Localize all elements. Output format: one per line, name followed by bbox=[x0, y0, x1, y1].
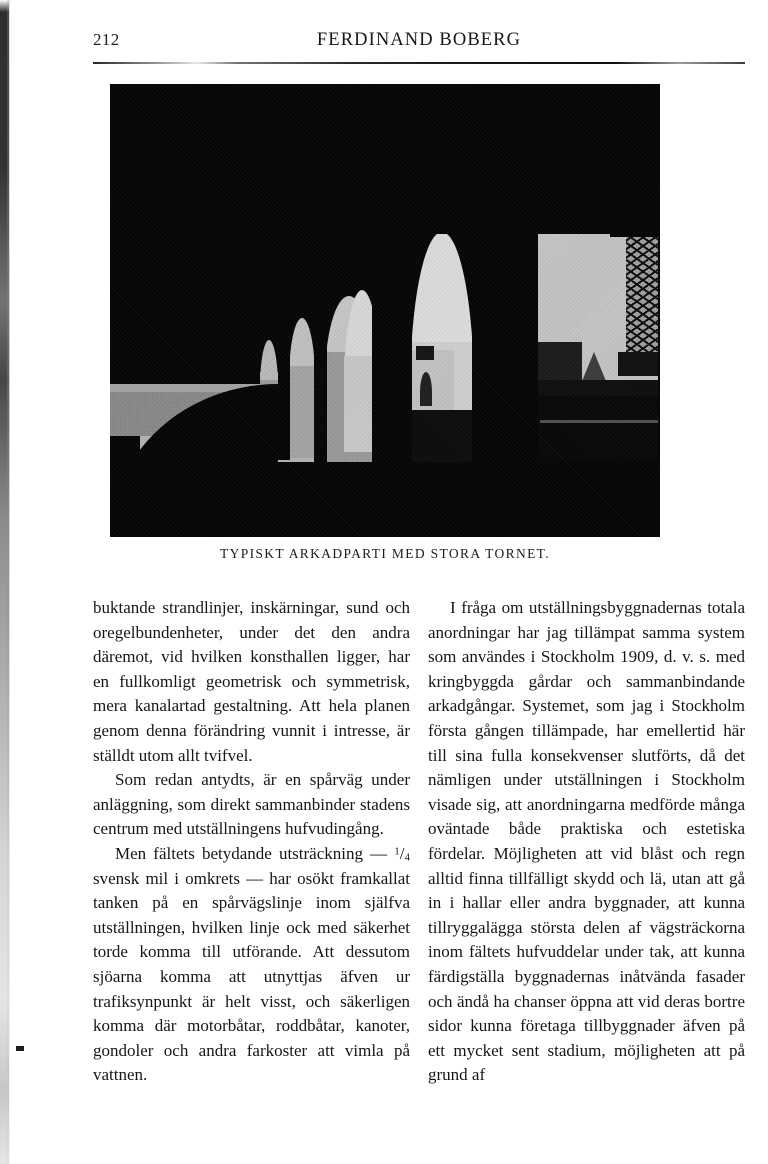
paragraph: Som redan antydts, är en spårväg under anläggning, som direkt sammanbinder stadens centrum med utställningens hufvudingång. bbox=[93, 770, 410, 839]
scan-speck-artifact bbox=[16, 1046, 24, 1051]
foreground-floor bbox=[110, 462, 660, 537]
pavilion-pylon-cap bbox=[416, 346, 434, 360]
paragraph: buktande strandlinjer, inskärningar, sund och oregelbundenheter, under det den andra däremot, vid hvilken konsthallen ligger, har en fullkomligt geometrisk och symmetrisk, mera kanalartad gestaltning. Att hela planen genom denna förändring vunnit i intresse, är ställdt utom allt tvifvel. bbox=[93, 598, 410, 765]
pavilion-pylon-arch-void bbox=[420, 372, 432, 406]
pier-4 bbox=[472, 204, 538, 504]
plate-photograph bbox=[110, 84, 660, 537]
plate-caption: TYPISKT ARKADPARTI MED STORA TORNET. bbox=[220, 546, 550, 561]
body-text bbox=[93, 596, 745, 1088]
header-rule bbox=[93, 62, 745, 64]
arch-opening-2-body bbox=[289, 366, 315, 458]
paragraph: I fråga om utställningsbyggnadernas totala anordningar har jag tillämpat samma system som användes i Stockholm 1909, d. v. s. med kringbyggda gårdar och sammanbindande arkadgångar. Systemet, som jag i Stockholm första gången tillämpade, har emellertid här till sina fulla konsekvenser slutförts, då det nämligen under utställningen i Stockholm visade sig, att anordningarna medförde många oväntade både praktiska och estetiska fördelar. Möjligheten att vid blåst och regn alltid finna tillfälligt skydd och lä, utan att gå in i hallar eller andra byggnader, att kunna tillryggalägga största delen af vägsträckorna inom fältets hufvuddelar under tak, att kunna färdigställa byggnadernas inåtvända fasader och ändå ha chanser öppna att vid deras bortre sidor kunna företaga tillbyggnader äfven på ett mycket sent stadium, möjligheten att på grund af bbox=[428, 598, 745, 1085]
fraction-one-quarter: $^1/_4$ bbox=[394, 843, 410, 864]
fraction-numerator: 1 bbox=[394, 845, 400, 858]
page-number: 212 bbox=[93, 30, 120, 49]
pier-3 bbox=[372, 282, 412, 482]
ground-highlight-right bbox=[540, 420, 658, 423]
great-tower-base bbox=[618, 352, 660, 376]
column-left bbox=[93, 596, 410, 1088]
paragraph bbox=[93, 842, 410, 1088]
column-right bbox=[428, 596, 745, 1088]
fraction-denominator: 4 bbox=[404, 851, 410, 864]
running-head bbox=[93, 30, 745, 56]
pier-2 bbox=[314, 300, 327, 462]
pier-1 bbox=[278, 320, 290, 460]
paragraph-text-after-fraction: svensk mil i omkrets — har osökt framkallat tanken på en spårvägslinje inom själfva utställningen, hvilken linje ock med säkerhet torde komma till utförande. Att dessutom sjöarna komma att utnyttjas äfven ur trafiksynpunkt är helt visst, och säkerligen komma där motorbåtar, roddbåtar, kanoter, gondoler och andra farkoster att vimla på vattnen. bbox=[93, 868, 410, 1085]
vault-left-mass bbox=[110, 84, 260, 384]
paragraph-text-before-fraction: Men fältets betydande utsträckning — bbox=[115, 843, 395, 863]
scan-edge-gradient bbox=[7, 0, 10, 1164]
running-title: FERDINAND BOBERG bbox=[316, 30, 522, 50]
vault-upper-right-spandrel bbox=[506, 84, 660, 124]
